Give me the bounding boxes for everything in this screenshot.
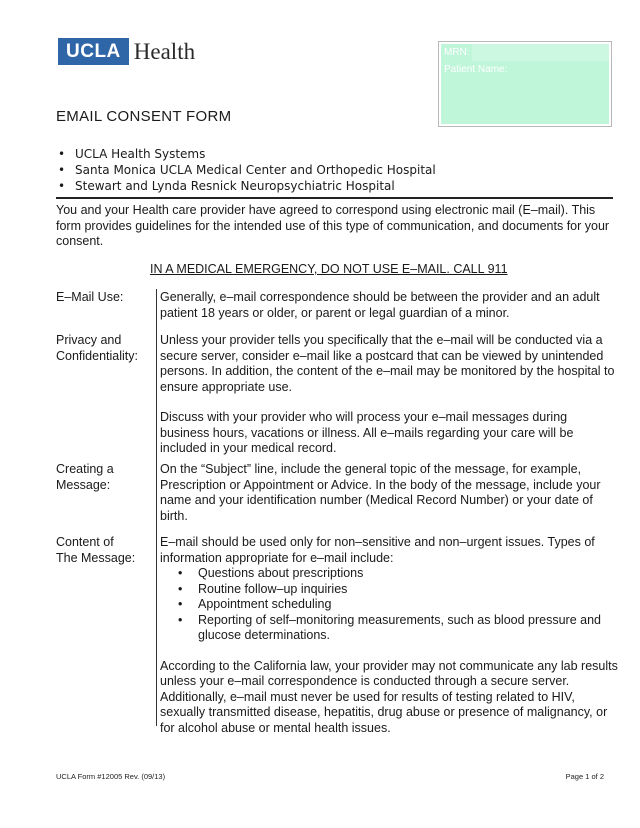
patient-info-box	[438, 41, 612, 127]
mrn-field[interactable]	[472, 44, 609, 61]
ucla-health-logo	[58, 38, 195, 65]
section-text: Discuss with your provider who will process your e–mail messages during business hours, vacations or illness. All e–mails regarding your care will be included in your medical record.	[160, 410, 574, 455]
list-item	[160, 582, 618, 598]
facility-item	[56, 146, 436, 162]
list-item	[160, 566, 618, 582]
section-body	[160, 535, 618, 736]
page-title: EMAIL CONSENT FORM	[56, 108, 232, 125]
section-label	[56, 333, 154, 364]
facility-item	[56, 178, 436, 194]
section-body	[160, 462, 618, 524]
bullet-icon: •	[178, 566, 183, 580]
column-divider	[156, 289, 157, 726]
list-item-text: Appointment scheduling	[198, 597, 332, 611]
bullet-icon: •	[58, 179, 66, 193]
bullet-icon: •	[58, 147, 66, 161]
list-item	[160, 597, 618, 613]
section-text: According to the California law, your provider may not communicate any lab results unless your e–mail correspondence is conducted through a secure server. Additionally, e–mail must never be used for results of testing related to HIV, sexually transmitted disease, hepatitis, drug abuse or presence of malignancy, or for alcohol abuse or mental health issues.	[160, 658, 618, 735]
section-text: Unless your provider tells you specifically that the e–mail will be conducted via a secure server, consider e–mail like a postcard that can be viewed by unintended persons. In addition, the content of the e–mail may be monitored by the hospital to ensure appropriate use.	[160, 333, 615, 394]
label-line: Confidentiality:	[56, 348, 138, 363]
label-line: Message:	[56, 477, 111, 492]
section-label: E–Mail Use:	[56, 290, 124, 304]
bullet-icon: •	[58, 163, 66, 177]
emergency-notice: IN A MEDICAL EMERGENCY, DO NOT USE E–MAIL. CALL 911	[150, 262, 508, 276]
list-item	[160, 613, 618, 644]
section-text: E–mail should be used only for non–sensitive and non–urgent issues. Types of information appropriate for e–mail include:	[160, 535, 595, 565]
label-line: Creating a	[56, 462, 114, 476]
label-line: The Message:	[56, 550, 136, 565]
facility-item	[56, 162, 436, 178]
patient-name-label: Patient Name:	[444, 64, 508, 75]
footer-form-id: UCLA Form #12005 Rev. (09/13)	[56, 772, 166, 781]
section-text: Generally, e–mail correspondence should be between the provider and an adult patient 18 years or older, or parent or legal guardian of a minor.	[160, 290, 600, 320]
patient-name-field[interactable]	[509, 61, 609, 78]
footer-page-number: Page 1 of 2	[565, 772, 604, 781]
bullet-icon: •	[178, 612, 183, 627]
appropriate-topics-list	[160, 566, 618, 644]
patient-info-fill	[441, 44, 609, 124]
header-divider	[56, 197, 613, 199]
section-text: On the “Subject” line, include the general topic of the message, for example, Prescription or Appointment or Advice. In the body of the message, include your name and your identification number (Medical Record Number) or your date of birth.	[160, 462, 601, 523]
section-body	[160, 333, 618, 457]
patient-name-row	[441, 61, 609, 78]
facility-name: UCLA Health Systems	[75, 147, 206, 161]
mrn-row	[441, 44, 609, 61]
section-body	[160, 290, 618, 321]
section-label	[56, 462, 154, 493]
logo-ucla-text: UCLA	[58, 38, 129, 65]
list-item-text: Reporting of self–monitoring measurements, such as blood pressure and glucose determinations.	[198, 612, 601, 642]
label-line: Privacy and	[56, 333, 122, 347]
section-label	[56, 535, 154, 566]
facility-name: Stewart and Lynda Resnick Neuropsychiatric Hospital	[75, 179, 395, 193]
logo-health-text: Health	[133, 38, 196, 64]
intro-paragraph: You and your Health care provider have agreed to correspond using electronic mail (E–mail). This form provides guidelines for the intended use of this type of communication, and documents for your consent.	[56, 203, 610, 248]
facility-list	[56, 146, 436, 194]
bullet-icon: •	[178, 597, 183, 611]
bullet-icon: •	[178, 581, 183, 596]
label-line: Content of	[56, 535, 114, 549]
list-item-text: Questions about prescriptions	[198, 566, 364, 580]
facility-name: Santa Monica UCLA Medical Center and Orthopedic Hospital	[75, 163, 436, 177]
list-item-text: Routine follow–up inquiries	[198, 581, 348, 596]
mrn-label: MRN:	[444, 47, 470, 58]
